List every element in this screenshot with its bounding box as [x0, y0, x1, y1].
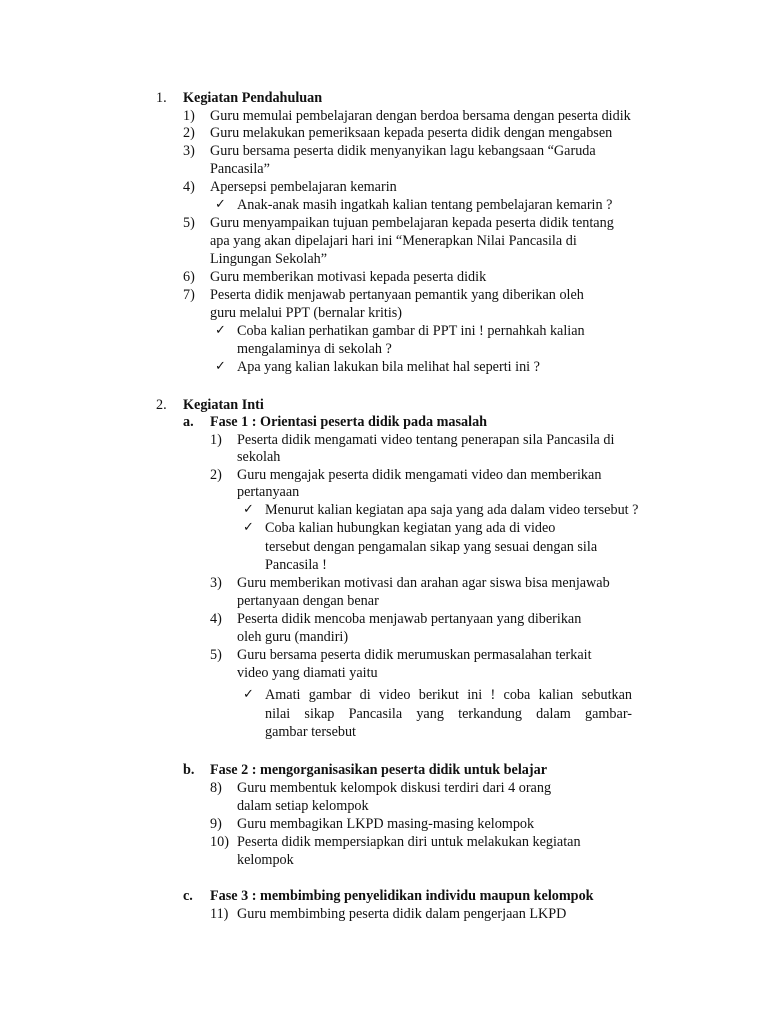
item-number: 1) [183, 108, 195, 124]
checkmark-icon: ✓ [243, 520, 254, 535]
section-title: Kegiatan Inti [183, 397, 264, 413]
item-number: 3) [210, 575, 222, 591]
checkmark-icon: ✓ [215, 197, 226, 212]
item-text: pertanyaan dengan benar [237, 593, 379, 609]
phase-title: Fase 2 : mengorganisasikan peserta didik untuk belajar [210, 762, 547, 778]
item-number: 1) [210, 432, 222, 448]
section-number: 1. [156, 90, 167, 106]
check-item-text: nilai sikap Pancasila yang terkandung dalam gambar- [265, 706, 632, 722]
item-text: Guru melakukan pemeriksaan kepada peserta didik dengan mengabsen [210, 125, 613, 141]
phase-letter: c. [183, 888, 193, 904]
item-text: sekolah [237, 449, 281, 465]
item-text: Guru memulai pembelajaran dengan berdoa bersama dengan peserta didik [210, 108, 631, 124]
item-text: Guru membentuk kelompok diskusi terdiri dari 4 orang [237, 780, 552, 796]
item-text: Guru mengajak peserta didik mengamati video dan memberikan [237, 467, 602, 483]
item-text: Apersepsi pembelajaran kemarin [210, 179, 397, 195]
check-item-text: gambar tersebut [265, 724, 356, 740]
item-text: Guru bersama peserta didik menyanyikan lagu kebangsaan “Garuda [210, 143, 596, 159]
item-text: dalam setiap kelompok [237, 798, 369, 814]
item-number: 4) [210, 611, 222, 627]
item-text: guru melalui PPT (bernalar kritis) [210, 305, 403, 321]
checkmark-icon: ✓ [243, 502, 254, 517]
check-item-text: tersebut dengan pengamalan sikap yang sesuai dengan sila [265, 539, 598, 555]
item-text: oleh guru (mandiri) [237, 629, 349, 645]
check-item-text: Coba kalian perhatikan gambar di PPT ini ! pernahkah kalian [237, 323, 585, 339]
item-number: 4) [183, 179, 195, 195]
check-item-text: Apa yang kalian lakukan bila melihat hal seperti ini ? [237, 359, 540, 375]
item-text: Guru membimbing peserta didik dalam pengerjaan LKPD [237, 906, 567, 922]
checkmark-icon: ✓ [215, 323, 226, 338]
item-number: 2) [210, 467, 222, 483]
item-number: 8) [210, 780, 222, 796]
item-number: 5) [183, 215, 195, 231]
item-text: Pancasila” [210, 161, 270, 177]
item-number: 6) [183, 269, 195, 285]
checkmark-icon: ✓ [243, 687, 254, 702]
item-text: Guru bersama peserta didik merumuskan permasalahan terkait [237, 647, 592, 663]
item-text: apa yang akan dipelajari hari ini “Menerapkan Nilai Pancasila di [210, 233, 577, 249]
item-number: 7) [183, 287, 195, 303]
phase-title: Fase 3 : membimbing penyelidikan individu maupun kelompok [210, 888, 594, 904]
check-item-text: Pancasila ! [265, 557, 327, 573]
item-number: 11) [210, 906, 229, 922]
item-text: Guru membagikan LKPD masing-masing kelompok [237, 816, 535, 832]
check-item-text: Menurut kalian kegiatan apa saja yang ada dalam video tersebut ? [265, 502, 639, 518]
phase-letter: a. [183, 414, 194, 430]
phase-letter: b. [183, 762, 195, 778]
item-text: video yang diamati yaitu [237, 665, 378, 681]
item-number: 2) [183, 125, 195, 141]
section-number: 2. [156, 397, 167, 413]
item-number: 5) [210, 647, 222, 663]
item-text: pertanyaan [237, 484, 300, 500]
item-text: Guru menyampaikan tujuan pembelajaran kepada peserta didik tentang [210, 215, 614, 231]
check-item-text: Anak-anak masih ingatkah kalian tentang pembelajaran kemarin ? [237, 197, 613, 213]
item-text: Guru memberikan motivasi dan arahan agar siswa bisa menjawab [237, 575, 610, 591]
check-item-text: Coba kalian hubungkan kegiatan yang ada di video [265, 520, 556, 536]
check-item-text: Amati gambar di video berikut ini ! coba kalian sebutkan [265, 687, 632, 703]
section-title: Kegiatan Pendahuluan [183, 90, 323, 106]
item-text: Peserta didik mempersiapkan diri untuk melakukan kegiatan [237, 834, 581, 850]
checkmark-icon: ✓ [215, 359, 226, 374]
item-number: 3) [183, 143, 195, 159]
item-text: Peserta didik menjawab pertanyaan pemantik yang diberikan oleh [210, 287, 584, 303]
item-text: Lingungan Sekolah” [210, 251, 328, 267]
item-text: Guru memberikan motivasi kepada peserta didik [210, 269, 487, 285]
phase-title: Fase 1 : Orientasi peserta didik pada masalah [210, 414, 488, 430]
item-text: Peserta didik mengamati video tentang penerapan sila Pancasila di [237, 432, 615, 448]
item-number: 9) [210, 816, 222, 832]
item-number: 10) [210, 834, 229, 850]
item-text: Peserta didik mencoba menjawab pertanyaan yang diberikan [237, 611, 582, 627]
check-item-text: mengalaminya di sekolah ? [237, 341, 392, 357]
item-text: kelompok [237, 852, 294, 868]
